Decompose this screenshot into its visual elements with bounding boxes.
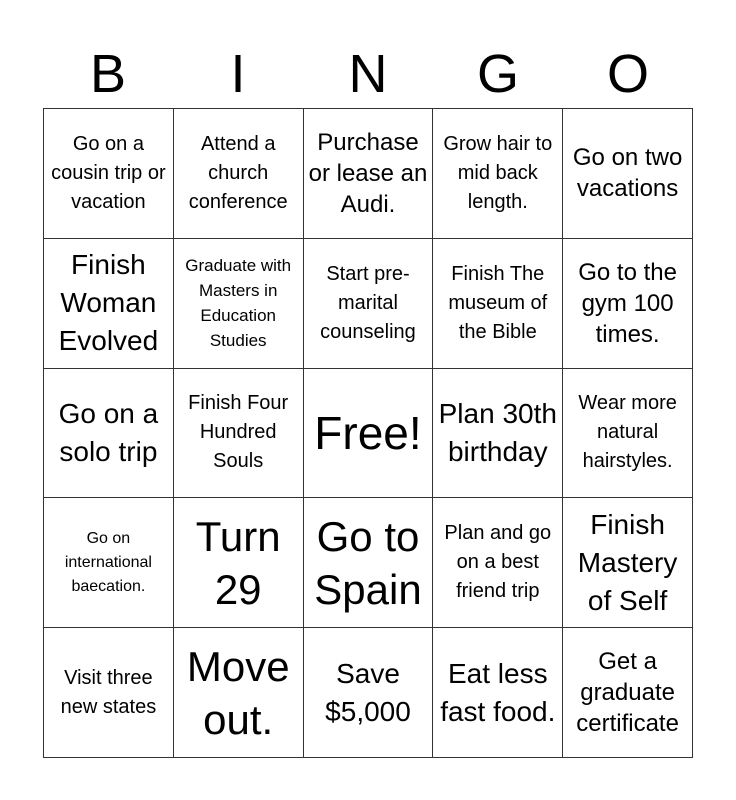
cell-text: Graduate with Masters in Education Studies xyxy=(185,256,292,351)
bingo-cell-r5c5[interactable] xyxy=(563,628,693,758)
bingo-cell-r4c2[interactable] xyxy=(174,498,304,628)
cell-text: Plan 30th birthday xyxy=(438,397,557,467)
header-letter-o: O xyxy=(606,44,649,104)
bingo-cell-r2c4[interactable] xyxy=(433,239,563,369)
cell-text: Go to Spain xyxy=(314,512,422,613)
bingo-cell-r2c5[interactable] xyxy=(563,239,693,369)
cell-text: Eat less fast food. xyxy=(440,657,556,727)
bingo-cell-r3c5[interactable] xyxy=(563,369,693,499)
cell-text: Go on a solo trip xyxy=(58,397,159,467)
cell-text: Finish The museum of the Bible xyxy=(448,262,548,343)
bingo-cell-r4c5[interactable] xyxy=(563,498,693,628)
header-letter-i: I xyxy=(230,44,246,104)
bingo-cell-r3c2[interactable] xyxy=(174,369,304,499)
cell-text: Attend a church conference xyxy=(188,132,288,213)
cell-text: Wear more natural hairstyles. xyxy=(578,392,677,473)
bingo-board xyxy=(43,108,693,758)
cell-text: Grow hair to mid back length. xyxy=(443,132,553,213)
bingo-cell-r5c1[interactable] xyxy=(44,628,174,758)
bingo-cell-r2c2[interactable] xyxy=(174,239,304,369)
bingo-cell-r1c2[interactable] xyxy=(174,109,304,239)
cell-text: Start pre-marital counseling xyxy=(320,262,416,343)
cell-text: Purchase or lease an Audi. xyxy=(308,128,428,218)
bingo-cell-r4c1[interactable] xyxy=(44,498,174,628)
bingo-cell-r1c4[interactable] xyxy=(433,109,563,239)
cell-text: Get a graduate certificate xyxy=(576,648,679,738)
bingo-cell-r2c3[interactable] xyxy=(304,239,434,369)
header-letter-b: B xyxy=(89,44,127,104)
bingo-cell-r4c3[interactable] xyxy=(304,498,434,628)
bingo-cell-r5c2[interactable] xyxy=(174,628,304,758)
bingo-cell-free[interactable] xyxy=(304,369,434,499)
cell-text: Move out. xyxy=(186,642,290,743)
cell-text: Finish Four Hundred Souls xyxy=(188,392,289,473)
bingo-cell-r3c4[interactable] xyxy=(433,369,563,499)
bingo-cell-r2c1[interactable] xyxy=(44,239,174,369)
cell-text: Finish Woman Evolved xyxy=(58,249,159,357)
bingo-cell-r5c3[interactable] xyxy=(304,628,434,758)
cell-text: Go on a cousin trip or vacation xyxy=(51,132,166,213)
header-letter-g: G xyxy=(476,44,519,104)
cell-text: Finish Mastery of Self xyxy=(577,508,678,616)
bingo-cell-r1c3[interactable] xyxy=(304,109,434,239)
cell-text: Go to the gym 100 times. xyxy=(578,258,677,348)
bingo-cell-r5c4[interactable] xyxy=(433,628,563,758)
bingo-cell-r1c5[interactable] xyxy=(563,109,693,239)
cell-text: Turn 29 xyxy=(195,512,281,613)
cell-text: Go on two vacations xyxy=(572,144,683,203)
cell-text: Plan and go on a best friend trip xyxy=(444,522,552,603)
cell-text: Visit three new states xyxy=(60,666,157,718)
free-space-text: Free! xyxy=(314,406,422,459)
header-letter-n: N xyxy=(348,44,388,104)
bingo-cell-r1c1[interactable] xyxy=(44,109,174,239)
cell-text: Save $5,000 xyxy=(325,657,411,727)
bingo-header xyxy=(43,40,693,108)
bingo-cell-r3c1[interactable] xyxy=(44,369,174,499)
cell-text: Go on international baecation. xyxy=(64,529,152,595)
bingo-cell-r4c4[interactable] xyxy=(433,498,563,628)
